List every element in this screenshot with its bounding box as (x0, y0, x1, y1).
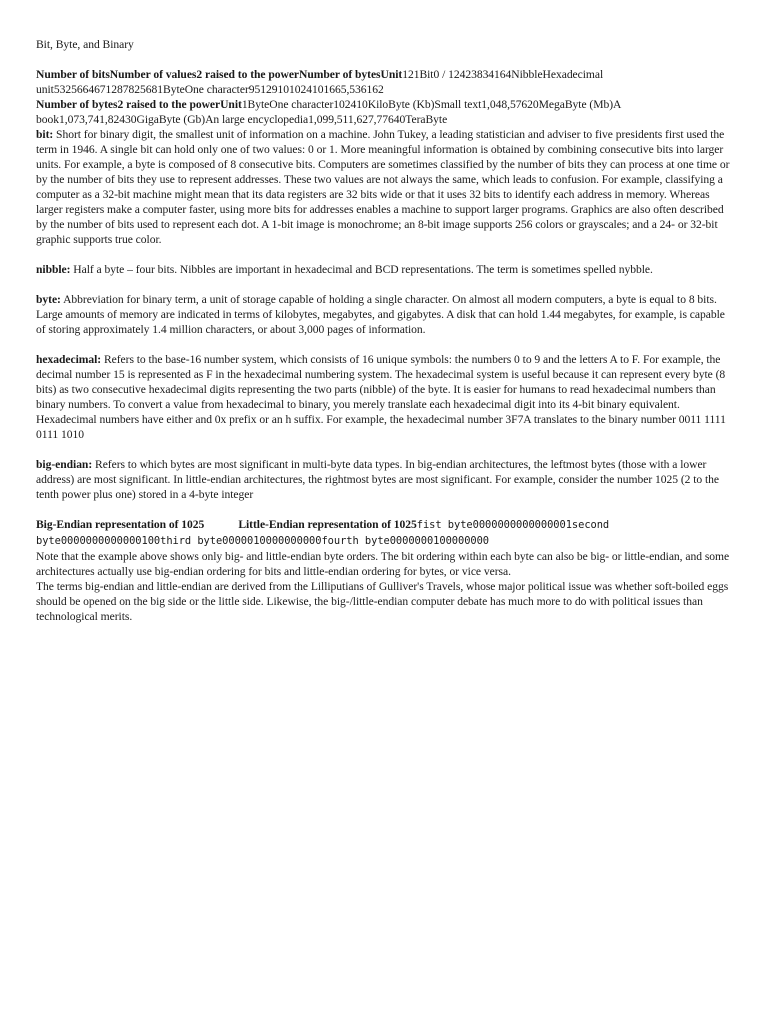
definition-big-endian-text: Refers to which bytes are most significant in multi-byte data types. In big-endian architectures, the leftmost bytes (those with a lower address) are most significant. In little-endian architectures, the rightmost bytes are most significant. For example, consider the number 1025 (2 to the tenth power plus one) stored in a 4-byte integer (36, 458, 720, 501)
bits-table-body: 121Bit0 / 12423834164NibbleHexadecimal unit5325664671287825681ByteOne character95129101024101665,536162 (36, 68, 604, 96)
term-bit: bit: (36, 128, 54, 141)
endian-origin: The terms big-endian and little-endian are derived from the Lilliputians of Gulliver's Travels, whose major political issue was whether soft-boiled eggs should be opened on the big side or the little side. Likewise, the big-/little-endian computer debate has much more to do with political issues than technological merits. (36, 580, 729, 623)
spacer (36, 337, 732, 352)
definition-hexadecimal-text: Refers to the base-16 number system, which consists of 16 unique symbols: the numbers 0 to 9 and the letters A to F. For example, the decimal number 15 is represented as F in the hexadecimal numbering system. The hexadecimal system is useful because it can represent every byte (8 bits) as two consecutive hexadecimal digits representing the two parts (nibble) of the byte. It is easier for humans to read hexadecimal numbers than binary numbers. To convert a value from hexadecimal to binary, you merely translate each hexadecimal digit into its 4-bit binary equivalent. Hexadecimal numbers have either and 0x prefix or an h suffix. For example, the hexadecimal number 3F7A translates to the binary number 0011 1111 0111 1010 (36, 353, 726, 441)
document-title: Bit, Byte, and Binary (36, 38, 134, 51)
term-nibble: nibble: (36, 263, 71, 276)
definition-nibble (36, 262, 732, 277)
bytes-table-headers: Number of bytes2 raised to the powerUnit (36, 98, 242, 111)
definition-bit (36, 127, 732, 247)
spacer (36, 247, 732, 262)
definition-big-endian (36, 457, 732, 502)
definition-bit-text: Short for binary digit, the smallest unit of information on a machine. John Tukey, a leading statistician and adviser to five presidents first used the term in 1946. A single bit can hold only one of two values: 0 or 1. More meaningful information is obtained by combining consecutive bits into larger units. For example, a byte is composed of 8 consecutive bits. Computers are sometimes classified by the number of bits they can process at one time or by the number of bits they use to represent addresses. These two values are not always the same, which leads to confusion. For example, classifying a computer as a 32-bit machine might mean that its data registers are 32 bits wide or that it uses 32 bits to identify each address in memory. Whereas larger registers make a computer faster, using more bits for addresses enables a machine to support larger programs. Graphics are also often described by the number of bits used to represent each dot. A 1-bit image is monochrome; an 8-bit image supports 256 colors or grayscales; and a 24- or 32-bit graphic supports true color. (36, 128, 730, 246)
endian-note: Note that the example above shows only big- and little-endian byte orders. The bit ordering within each byte can also be big- or little-endian, and some architectures actually use big-endian ordering for bits and little-endian ordering for bytes, or vice versa. (36, 550, 730, 578)
spacer (36, 502, 732, 517)
definition-hexadecimal (36, 352, 732, 442)
term-hexadecimal: hexadecimal: (36, 353, 102, 366)
endian-table-little-header: Little-Endian representation of 1025 (238, 518, 417, 531)
term-byte: byte: (36, 293, 61, 306)
bytes-table-flattened (36, 97, 732, 127)
bytes-table-body: 1ByteOne character102410KiloByte (Kb)Small text1,048,57620MegaByte (Mb)A book1,073,741,82430GigaByte (Gb)An large encyclopedia1,099,511,627,77640TeraByte (36, 98, 621, 126)
bits-table-flattened (36, 67, 732, 97)
spacer (36, 52, 732, 67)
bits-table-headers: Number of bitsNumber of values2 raised to the powerNumber of bytesUnit (36, 68, 403, 81)
endian-table-flattened (36, 517, 732, 549)
endian-table-body: fist byte0000000000000001second byte0000000000000100third byte0000010000000000fourth byte0000000100000000 (36, 519, 610, 547)
endian-table-big-header: Big-Endian representation of 1025 (36, 518, 205, 531)
document-page (36, 37, 732, 624)
spacer (36, 277, 732, 292)
definition-byte (36, 292, 732, 337)
term-big-endian: big-endian: (36, 458, 93, 471)
spacer (36, 442, 732, 457)
definition-nibble-text: Half a byte – four bits. Nibbles are important in hexadecimal and BCD representations. The term is sometimes spelled nybble. (70, 263, 653, 276)
definition-byte-text: Abbreviation for binary term, a unit of storage capable of holding a single character. On almost all modern computers, a byte is equal to 8 bits. Large amounts of memory are indicated in terms of kilobytes, megabytes, and gigabytes. A disk that can hold 1.44 megabytes, for example, is capable of storing approximately 1.4 million characters, or about 3,000 pages of information. (36, 293, 725, 336)
